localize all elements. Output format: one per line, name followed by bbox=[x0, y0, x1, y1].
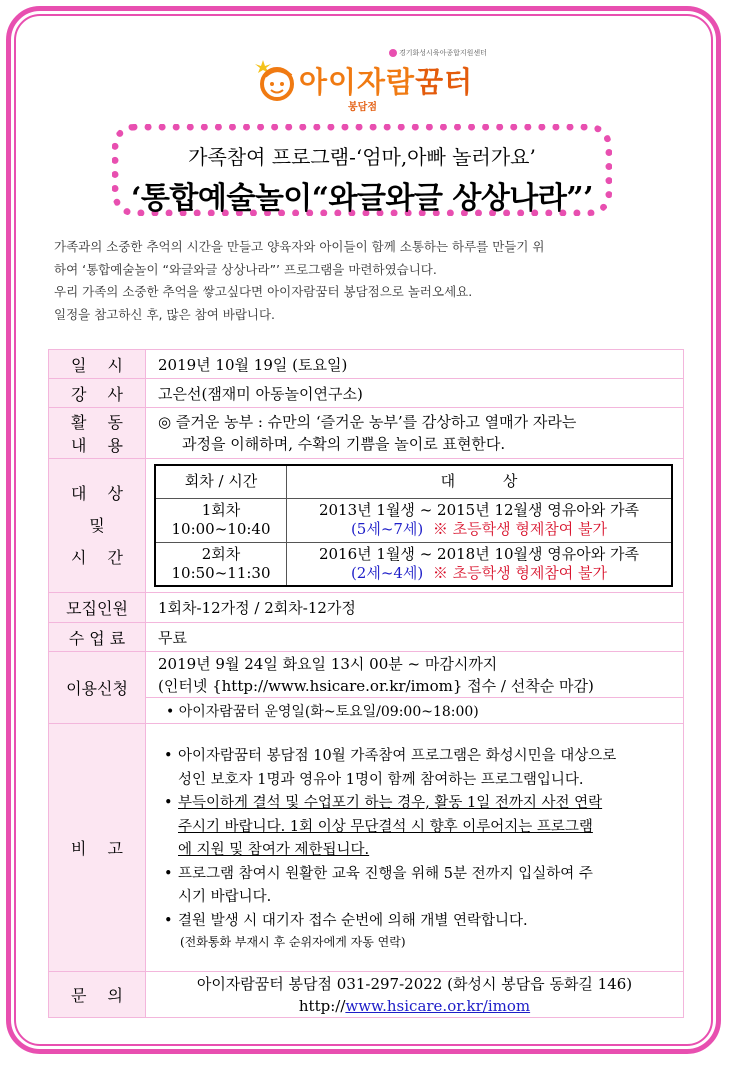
info-table bbox=[48, 349, 684, 1018]
row-notes bbox=[49, 724, 684, 972]
schedule-row bbox=[155, 498, 672, 542]
org-dot-icon bbox=[389, 49, 397, 57]
col-target: 대 상 bbox=[287, 465, 673, 499]
col-session: 회차 / 시간 bbox=[155, 465, 287, 499]
value-teacher: 고은선(잼재미 아동놀이연구소) bbox=[146, 379, 684, 408]
session-cell: 1회차 10:00~10:40 bbox=[155, 498, 287, 542]
note-item: • 결원 발생 시 대기자 접수 순번에 의해 개별 연락합니다. bbox=[164, 910, 683, 934]
row-date bbox=[49, 350, 684, 379]
value-date: 2019년 10월 19일 (토요일) bbox=[146, 350, 684, 379]
label-teacher: 강 사 bbox=[49, 379, 146, 408]
value-notes bbox=[146, 724, 684, 972]
label-activity: 활 동 내 용 bbox=[49, 408, 146, 459]
target-cell: 2016년 1월생 ~ 2018년 10월생 영유아와 가족 (2세~4세) ※ 초등학생 형제참여 불가 bbox=[287, 542, 673, 586]
value-recruit: 1회차-12가정 / 2회차-12가정 bbox=[146, 593, 684, 623]
label-contact: 문 의 bbox=[49, 972, 146, 1018]
website-link[interactable]: www.hsicare.or.kr/imom bbox=[345, 996, 531, 1015]
title-box bbox=[112, 124, 612, 216]
org-name: 경기화성시육아종합지원센터 bbox=[389, 48, 487, 58]
label-fee: 수 업 료 bbox=[49, 623, 146, 652]
child-face-icon bbox=[255, 58, 295, 102]
value-target bbox=[146, 459, 684, 593]
label-target: 대 상 및 시 간 bbox=[49, 459, 146, 593]
intro-text bbox=[54, 236, 684, 326]
value-hours: • 아이자람꿈터 운영일(화~토요일/09:00~18:00) bbox=[146, 698, 684, 724]
row-target bbox=[49, 459, 684, 593]
value-activity: ◎ 즐거운 농부 : 슈만의 ‘즐거운 농부’를 감상하고 열매가 자라는 과정을 이해하며, 수확의 기쁨을 놀이로 표현한다. bbox=[146, 408, 684, 459]
row-teacher bbox=[49, 379, 684, 408]
intro-line: 하여 ‘통합예술놀이 “와글와글 상상나라”’ 프로그램을 마련하였습니다. bbox=[54, 261, 437, 277]
program-subtitle: 가족참여 프로그램-‘엄마,아빠 놀러가요’ bbox=[188, 145, 536, 169]
label-date: 일 시 bbox=[49, 350, 146, 379]
note-item: • 부득이하게 결석 및 수업포기 하는 경우, 활동 1일 전까지 사전 연락 주시기 바랍니다. 1회 이상 무단결석 시 향후 이루어지는 프로그램 에 지원 및 참여가 제한됩니다. bbox=[164, 792, 683, 863]
target-cell: 2013년 1월생 ~ 2015년 12월생 영유아와 가족 (5세~7세) ※ 초등학생 형제참여 불가 bbox=[287, 498, 673, 542]
label-recruit: 모집인원 bbox=[49, 593, 146, 623]
program-title: ‘통합예술놀이“와글와글 상상나라”’ bbox=[130, 181, 594, 216]
intro-line: 우리 가족의 소중한 추억을 쌓고싶다면 아이자람꿈터 봉담점으로 놀러오세요. bbox=[54, 284, 473, 299]
logo bbox=[253, 46, 493, 118]
schedule-row bbox=[155, 542, 672, 586]
row-apply bbox=[49, 652, 684, 698]
note-sub: (전화통화 부재시 후 순위자에게 자동 연락) bbox=[180, 935, 406, 949]
session-cell: 2회차 10:50~11:30 bbox=[155, 542, 287, 586]
notes-list bbox=[146, 745, 683, 933]
label-notes: 비 고 bbox=[49, 724, 146, 972]
row-recruit bbox=[49, 593, 684, 623]
intro-line: 일정을 참고하신 후, 많은 참여 바랍니다. bbox=[54, 306, 276, 322]
note-item: • 아이자람꿈터 봉담점 10월 가족참여 프로그램은 화성시민을 대상으로 성인 보호자 1명과 영유아 1명이 함께 참여하는 프로그램입니다. bbox=[164, 745, 683, 792]
intro-line: 가족과의 소중한 추억의 시간을 만들고 양육자와 아이들이 함께 소통하는 하루를 만들기 위 bbox=[54, 239, 545, 254]
logo-branch: 봉담점 bbox=[348, 102, 377, 113]
value-contact: 아이자람꿈터 봉담점 031-297-2022 (화성시 봉담읍 동화길 146) http://www.hsicare.or.kr/imom bbox=[146, 972, 684, 1018]
logo-name: 아이자람꿈터 bbox=[299, 65, 474, 99]
note-item: • 프로그램 참여시 원활한 교육 진행을 위해 5분 전까지 입실하여 주 시기 바랍니다. bbox=[164, 863, 683, 910]
label-apply: 이용신청 bbox=[49, 652, 146, 724]
value-fee: 무료 bbox=[146, 623, 684, 652]
schedule-table bbox=[154, 464, 673, 588]
value-apply: 2019년 9월 24일 화요일 13시 00분 ~ 마감시까지 (인터넷 {http://www.hsicare.or.kr/imom} 접수 / 선착순 마감) bbox=[146, 652, 684, 698]
row-activity bbox=[49, 408, 684, 459]
schedule-header bbox=[155, 465, 672, 499]
row-contact bbox=[49, 972, 684, 1018]
row-fee bbox=[49, 623, 684, 652]
